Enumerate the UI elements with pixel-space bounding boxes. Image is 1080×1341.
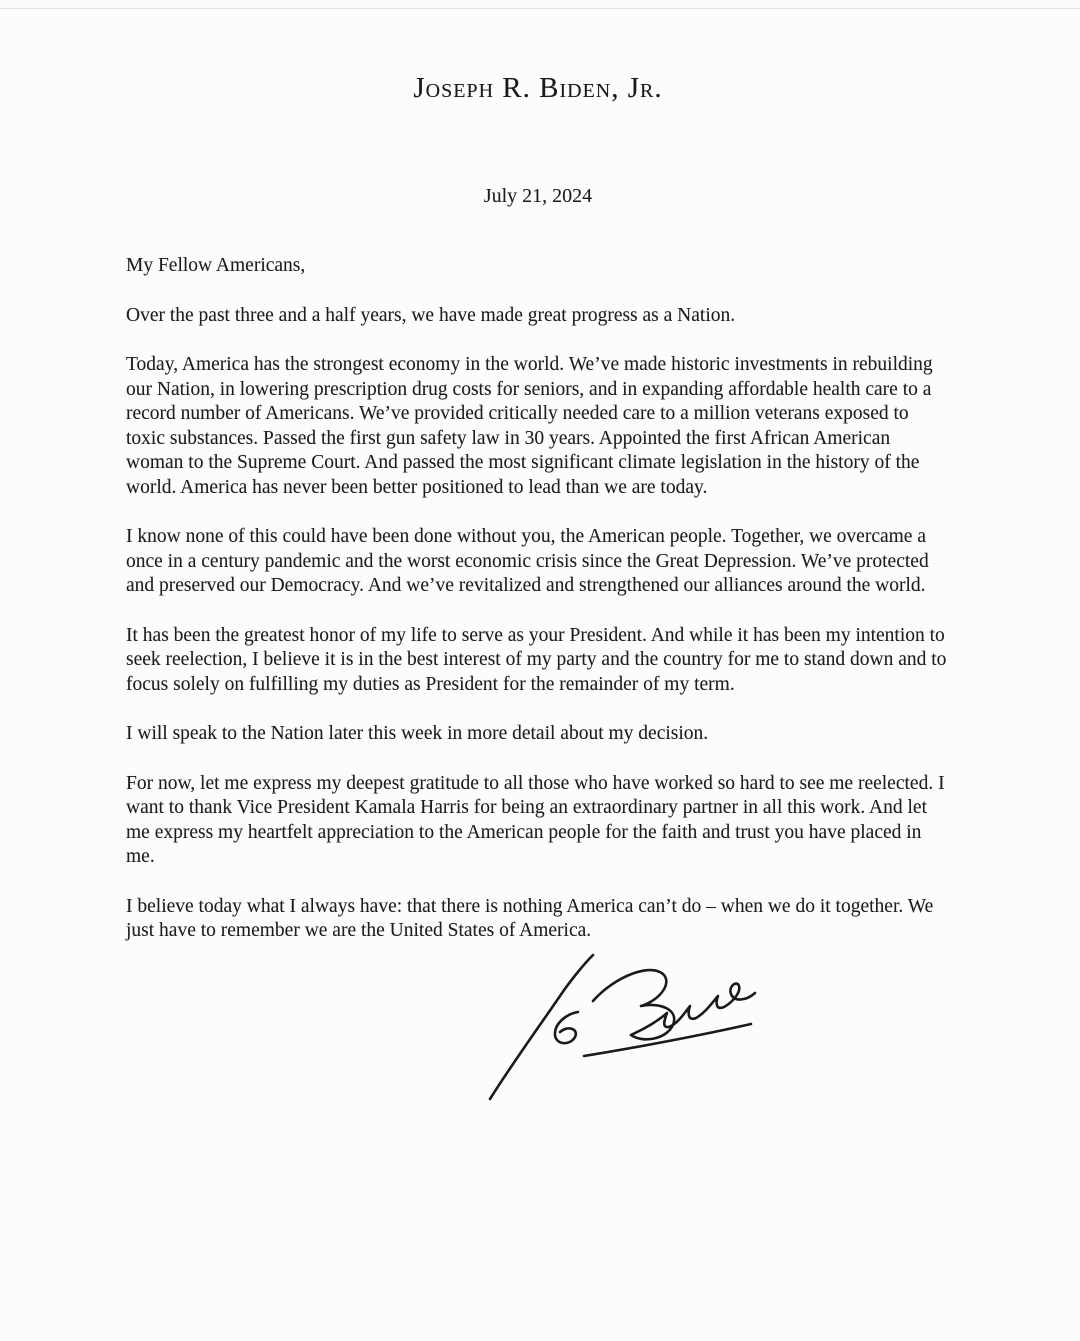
salutation: My Fellow Americans, — [126, 255, 306, 276]
paragraph-american-people: I know none of this could have been done without you, the American people. Together, we overcame a once in a century pandemic and the worst economic crisis since the Great Depression. We’ve protected and preserved our Democracy. And we’ve revitalized and strengthened our alliances around the world. — [126, 526, 929, 596]
letter-text — [126, 254, 950, 944]
paragraph-speak-later: I will speak to the Nation later this week in more detail about my decision. — [126, 723, 709, 744]
biden-signature — [460, 944, 790, 1114]
letterhead-sender-name: Joseph R. Biden, Jr. — [413, 72, 663, 104]
paragraph-progress: Over the past three and a half years, we have made great progress as a Nation. — [126, 304, 736, 326]
paragraph-closing-belief: I believe today what I always have: that there is nothing America can’t do – when we do it together. We just have to remember we are the United States of America. — [126, 895, 934, 941]
paragraph-stand-down: It has been the greatest honor of my life to serve as your President. And while it has been my intention to seek reelection, I believe it is in the best interest of my party and the country for me to stand down and to focus solely on fulfilling my duties as President for the remainder of my term. — [126, 624, 947, 695]
biden-signature-icon — [460, 944, 790, 1114]
letter-date: July 21, 2024 — [483, 185, 593, 207]
paragraph-gratitude-kamala: For now, let me express my deepest gratitude to all those who have worked so hard to see me reelected. I want to thank Vice President Kamala Harris for being an extraordinary partner in all this work. And let me express my heartfelt appreciation to the American people for the faith and trust you have placed in me. — [126, 772, 945, 867]
paragraph-economy-achievements: Today, America has the strongest economy in the world. We’ve made historic investments in rebuilding our Nation, in lowering prescription drug costs for seniors, and in expanding affordable health care to a record number of Americans. We’ve provided critically needed care to a million veterans exposed to toxic substances. Passed the first gun safety law in 30 years. Appointed the first African American woman to the Supreme Court. And passed the most significant climate legislation in the history of the world. America has never been better positioned to lead than we are today. — [126, 354, 933, 498]
